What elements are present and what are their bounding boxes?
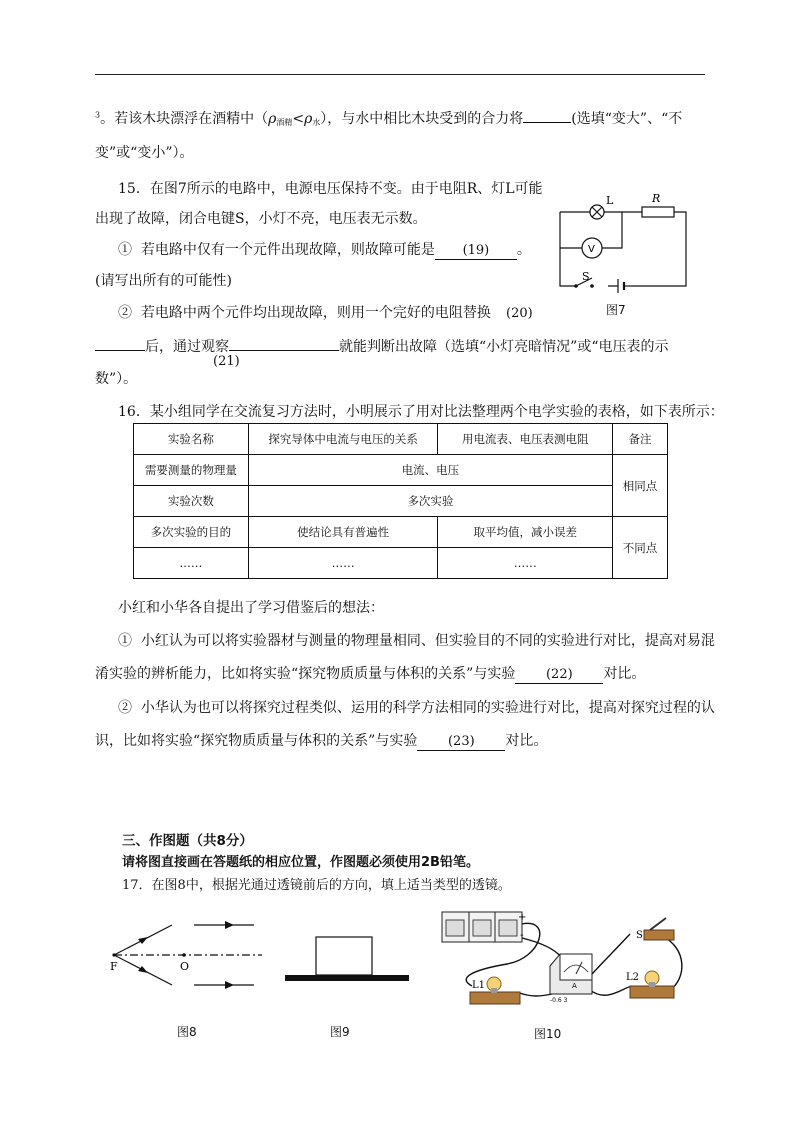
experiment-comparison-table [133,423,668,579]
blank-23[interactable]: (23) [417,734,505,751]
q15-item1: ① 若电路中仅有一个元件出现故障，则故障可能是 (19) 。 [118,242,531,258]
q16-after: 小红和小华各自提出了学习借鉴后的想法： [118,600,384,616]
figure-10-circuit-photo [432,908,692,1018]
q16-p1-line2: 淆实验的辨析能力，比如将实验“探究物质质量与体积的关系”与实验 (22) 对比。 [95,666,646,682]
ground-icon [285,975,409,981]
q15-line-last: 数”）。 [95,371,138,387]
voltmeter-label: V [588,244,595,255]
q15-line2: 出现了故障，闭合电键S，小灯不亮，电压表无示数。 [95,211,427,227]
answer-blank[interactable] [523,122,571,123]
ammeter-terminals: -0.6 3 [550,997,568,1004]
resistor-label: R [652,192,661,205]
blank-22[interactable]: (22) [515,667,603,684]
q16-p2-line2: 识，比如将实验“探究物质质量与体积的关系”与实验 (23) 对比。 [95,733,548,749]
resistor-icon [642,207,674,217]
table-row: 实验次数 多次实验 [134,486,668,517]
blank-21[interactable]: (21) [229,350,339,351]
figure-8-caption: 图8 [177,1025,197,1039]
svg-text:-: - [520,930,524,941]
q16-p1-line1: ① 小红认为可以将实验器材与测量的物理量相同、但实验目的不同的实验进行对比，提高对易混 [118,633,715,649]
section-3-instruction: 请将图直接画在答题纸的相应位置，作图题必须使用2B铅笔。 [122,855,479,870]
wire [590,986,632,995]
q14-line2: 变”或“变小”）。 [95,145,194,161]
focus-label: F [110,960,118,973]
q14-line1: $^3$。若该木块漂浮在酒精中$(\rho_{酒精}<\rho_水)$，与水中相比木块受到的合力将 (选填“变大”、“不 [95,110,683,127]
arrow-icon [225,921,234,929]
q15-item2: ② 若电路中两个元件均出现故障，则用一个完好的电阻替换 [118,305,491,321]
q15-line-after: 后，通过观察 (21) 就能判断出故障（选填“小灯亮暗情况”或“电压表的示 [95,336,668,356]
svg-text:+: + [518,912,527,923]
figure-7-circuit [552,190,692,300]
ammeter-label: A [572,982,577,990]
wire [592,934,630,974]
q17-text: 17．在图8中，根据光通过透镜前后的方向，填上适当类型的透镜。 [122,878,511,893]
q16-p2-line1: ② 小华认为也可以将探究过程类似、运用的科学方法相同的实验进行对比，提高对探究过程的认 [118,700,715,716]
header-rule [95,74,705,75]
switch-icon [644,918,674,940]
block-icon [316,937,372,975]
optical-center-label: O [180,960,190,973]
arrow-icon [138,937,148,944]
blank-19[interactable]: (19) [435,243,517,260]
lamp-label: L [606,194,614,207]
table-row: 需要测量的物理量 电流、电压 相同点 [134,455,668,486]
wire [517,992,552,996]
battery-box-icon [442,912,522,942]
q15-item1-note: (请写出所有的可能性) [95,273,232,289]
ammeter-icon [550,954,592,994]
wire [662,936,682,990]
lamp-1-label: L1 [472,980,486,991]
figure-9-caption: 图9 [330,1025,350,1039]
arrow-icon [138,966,148,973]
switch-label: S [582,270,590,283]
figure-9-block [283,935,413,985]
q16-intro: 16．某小组同学在交流复习方法时，小明展示了用对比法整理两个电学实验的表格，如下表所示： [118,404,724,420]
blank-20-label: (20) [506,306,533,321]
figure-10-caption: 图10 [534,1027,562,1041]
q15-line1: 15．在图7所示的电路中，电源电压保持不变。由于电阻R、灯L可能 [118,181,543,197]
lamp-2-label: L2 [626,972,640,983]
switch-label: S [636,930,643,941]
table-header-row: 实验名称 探究导体中电流与电压的关系 用电流表、电压表测电阻 备注 [134,424,668,455]
table-row: 多次实验的目的 使结论具有普遍性 取平均值，减小误差 不同点 [134,517,668,548]
arrow-icon [225,981,234,989]
section-3-title: 三、作图题（共8分） [122,833,253,849]
table-row: …… …… …… [134,548,668,579]
figure-8-rays [108,915,268,995]
blank-20[interactable] [95,350,145,351]
figure-7-caption: 图7 [606,303,626,317]
